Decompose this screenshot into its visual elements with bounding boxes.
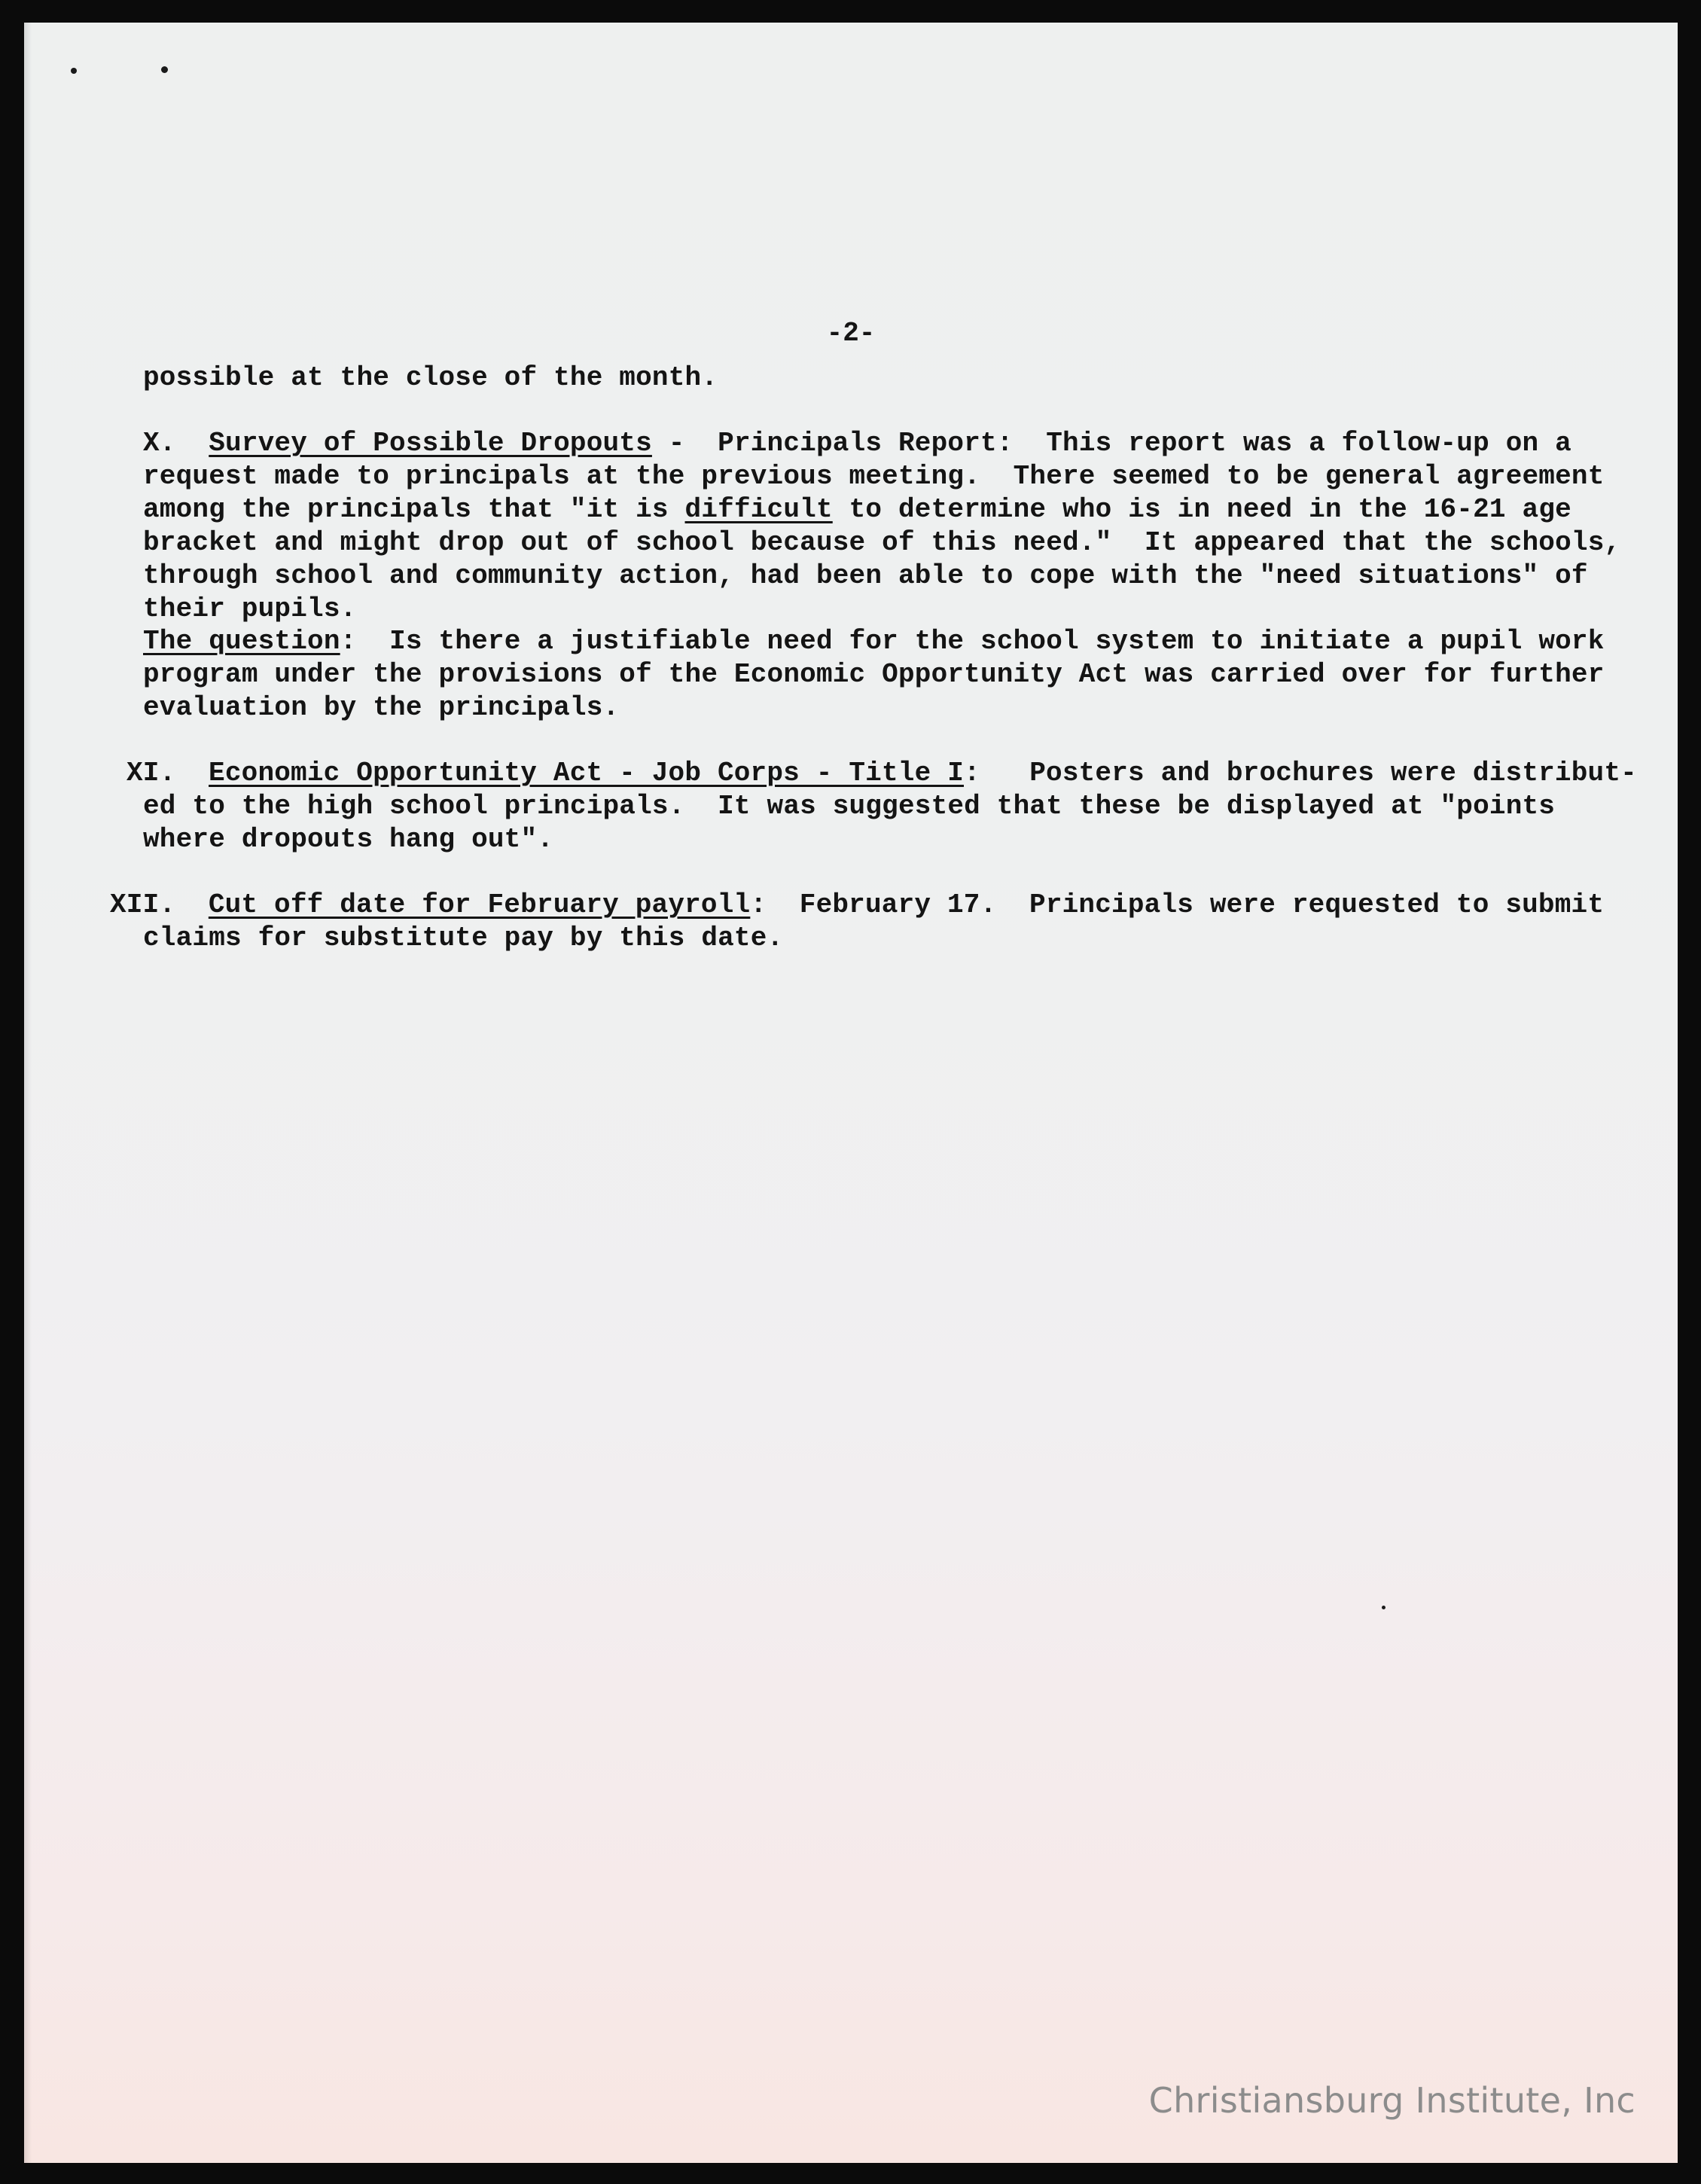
- section-xi-heading: Economic Opportunity Act - Job Corps - Title I: [209, 758, 964, 788]
- section-x-question-line: The question: Is there a justifiable need for the school system to initiate a pupil work: [143, 626, 1605, 657]
- section-x-line: bracket and might drop out of school because of this need." It appeared that the schools,: [143, 527, 1621, 558]
- underlined-word: difficult: [684, 494, 833, 525]
- section-xii-heading: Cut off date for February payroll: [208, 889, 751, 920]
- page-number: -2-: [826, 318, 876, 349]
- section-x-question-line: program under the provisions of the Economic Opportunity Act was carried over for further: [143, 659, 1605, 690]
- section-x-line: request made to principals at the previous meeting. There seemed to be general agreement: [143, 461, 1605, 492]
- section-xii-line: XII. Cut off date for February payroll: February 17. Principals were requested to submit: [110, 889, 1605, 920]
- section-xi-numeral: XI.: [127, 758, 176, 788]
- paper-speck: [1382, 1606, 1385, 1609]
- section-xii-numeral: XII.: [110, 889, 176, 920]
- paper-speck: [161, 66, 168, 73]
- section-xi-line: XI. Economic Opportunity Act - Job Corps - Title I: Posters and brochures were distribut-: [127, 758, 1637, 788]
- section-x-line: among the principals that "it is difficult to determine who is in need in the 16-21 age: [143, 494, 1571, 525]
- section-xi-line: ed to the high school principals. It was suggested that these be displayed at "points: [143, 791, 1556, 822]
- question-label: The question: [143, 626, 340, 657]
- continuation-line: possible at the close of the month.: [143, 362, 718, 393]
- section-x-question-line: evaluation by the principals.: [143, 692, 620, 723]
- section-xii-line: claims for substitute pay by this date.: [143, 923, 784, 953]
- section-x-line: through school and community action, had been able to cope with the "need situations" of: [143, 560, 1588, 591]
- section-x-line: X. Survey of Possible Dropouts - Principals Report: This report was a follow-up on a: [143, 428, 1571, 459]
- section-x-line: their pupils.: [143, 593, 357, 624]
- section-x-heading: Survey of Possible Dropouts: [209, 428, 652, 459]
- section-xi-line: where dropouts hang out".: [143, 824, 554, 855]
- paper-speck: [71, 68, 77, 74]
- watermark: Christiansburg Institute, Inc: [1148, 2080, 1635, 2121]
- document-page: [24, 23, 1678, 2163]
- section-x-numeral: X.: [143, 428, 176, 459]
